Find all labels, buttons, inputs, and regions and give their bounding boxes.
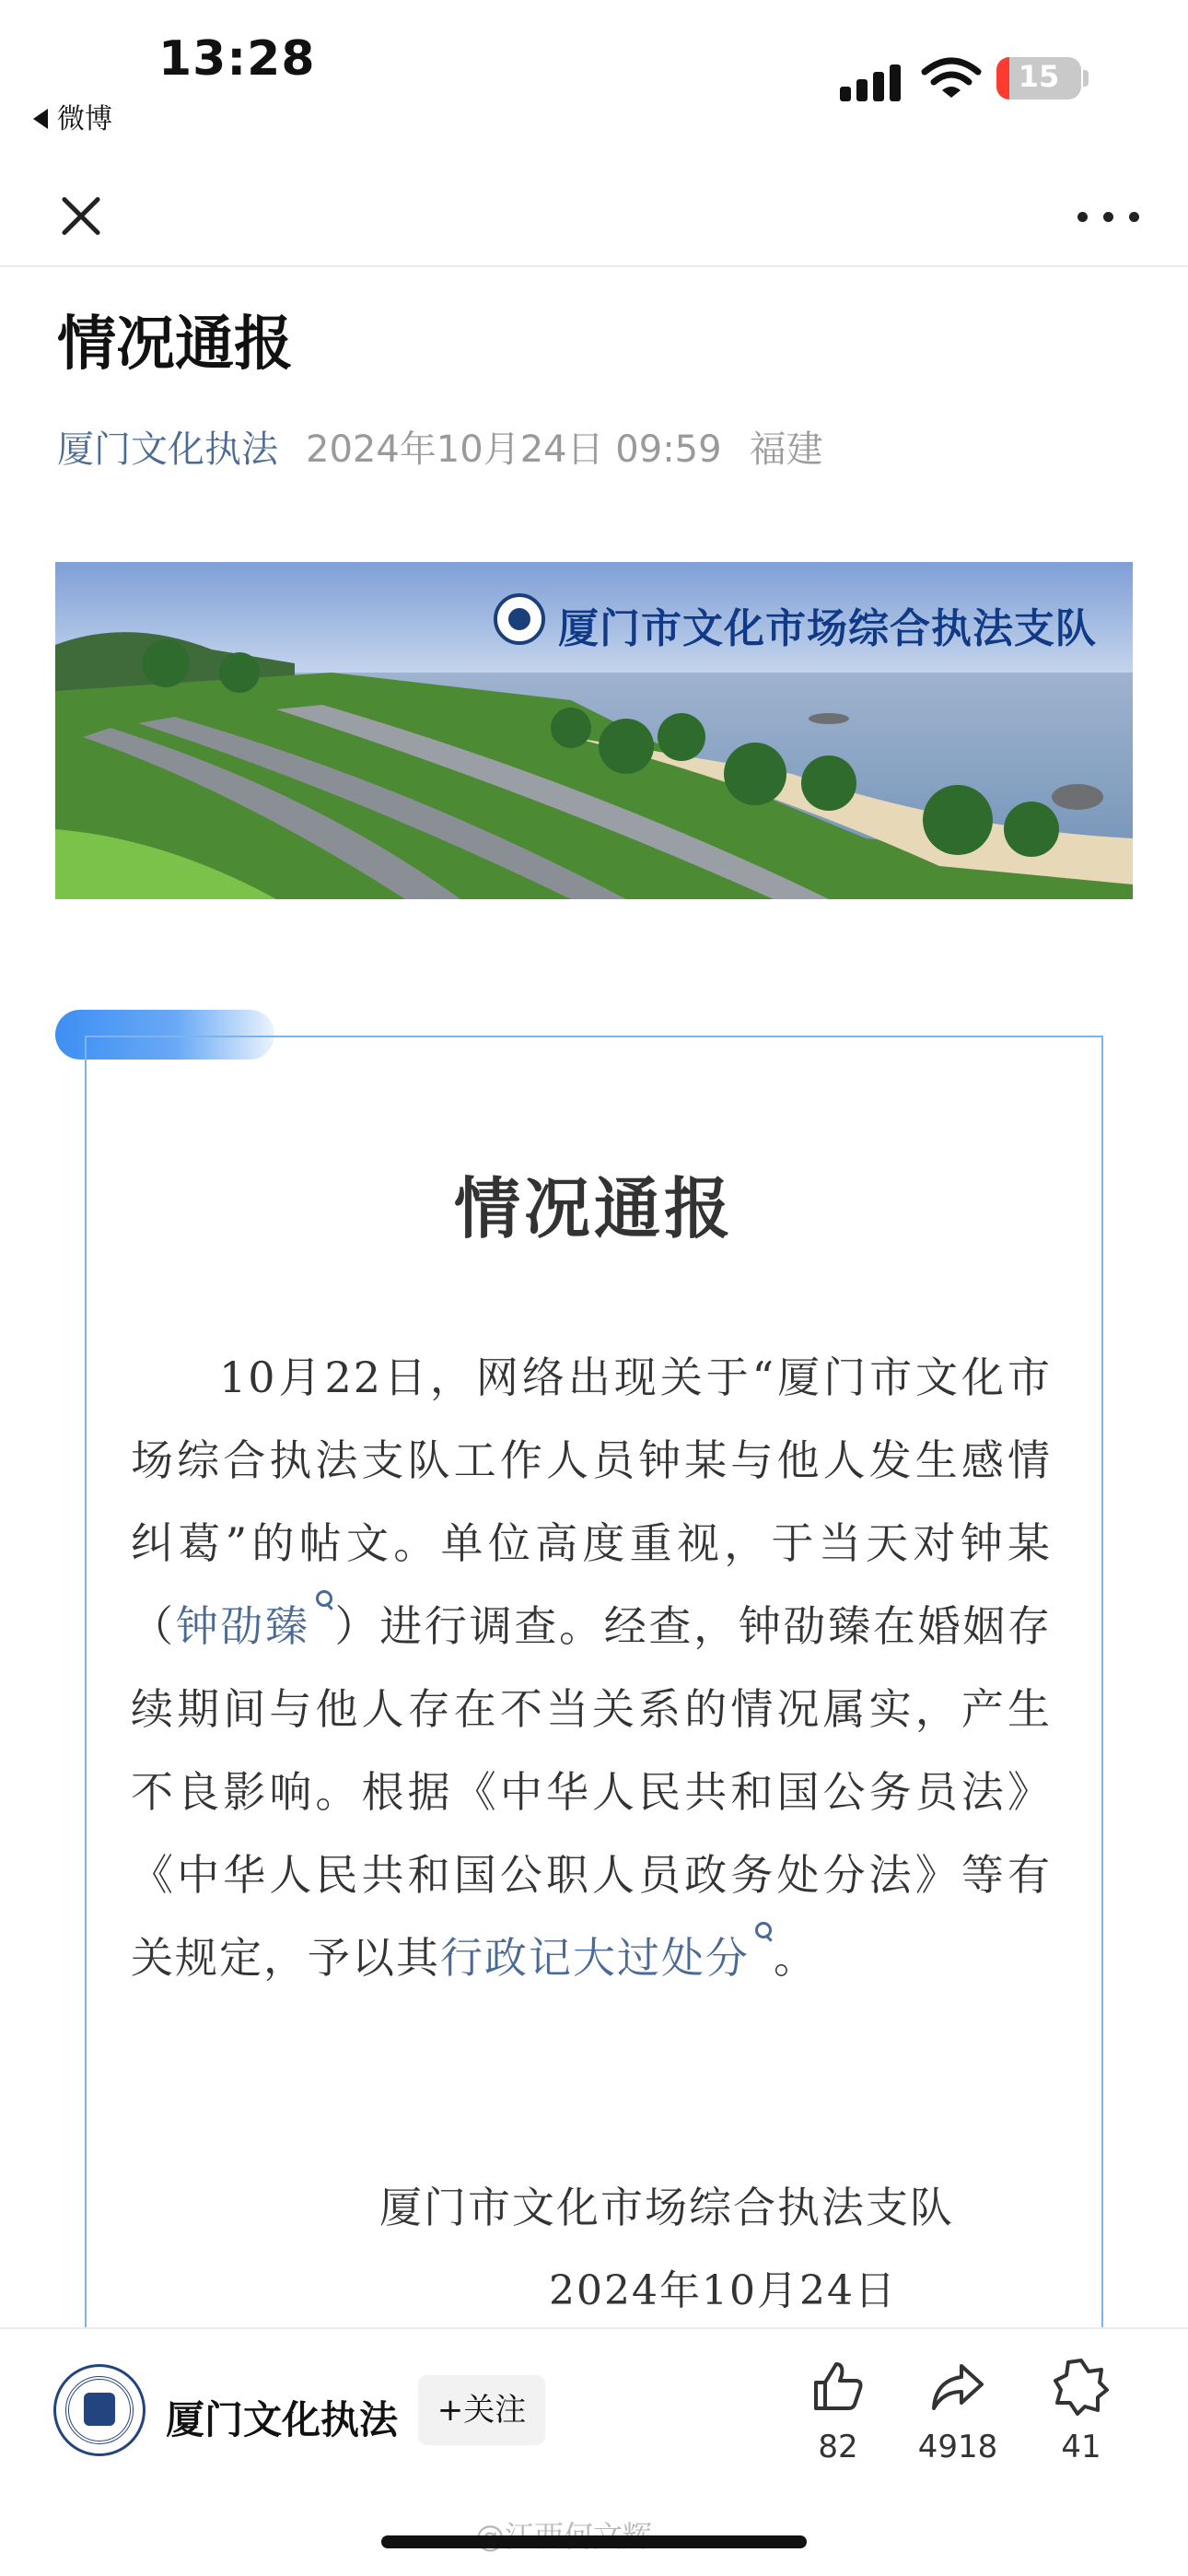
notice-signature: 厦门市文化市场综合执法支队 xyxy=(379,2183,954,2232)
status-time: 13:28 xyxy=(158,31,316,87)
status-bar xyxy=(0,0,1188,138)
battery-level: 15 xyxy=(1018,59,1060,94)
banner-title: 厦门市文化市场综合执法支队 xyxy=(558,605,1097,652)
publish-location: 福建 xyxy=(749,428,823,471)
comment-count: 41 xyxy=(1061,2429,1101,2465)
share-count: 4918 xyxy=(917,2429,998,2465)
search-icon xyxy=(753,1916,774,1950)
notice-text-part3: 。 xyxy=(774,1933,818,1983)
account-name[interactable]: 厦门文化执法 xyxy=(166,2397,399,2442)
notice-body xyxy=(131,1336,1052,1999)
follow-button[interactable]: +关注 xyxy=(418,2375,545,2445)
notice-text-part2: ）进行调查。经查，钟劭臻在婚姻存续期间与他人存在不当关系的情况属实，产生不良影响。根据《中华人民共和国公务员法》《中华人民共和国公职人员政务处分法》等有关规定，予以其 xyxy=(131,1601,1053,1983)
author-link[interactable]: 厦门文化执法 xyxy=(57,428,278,471)
article-title: 情况通报 xyxy=(57,310,293,379)
thumbs-up-icon xyxy=(809,2357,868,2416)
person-name-label: 钟劭臻 xyxy=(175,1601,310,1651)
like-count: 82 xyxy=(818,2429,858,2465)
article-meta xyxy=(57,420,823,473)
back-to-app-link[interactable] xyxy=(33,96,112,136)
share-icon xyxy=(928,2357,987,2416)
notice-text-part1: 10月22日，网络出现关于“厦门市文化市场综合执法支队工作人员钟某与他人发生感情纠葛”的帖文。单位高度重视，于当天对钟某（ xyxy=(131,1352,1052,1651)
wifi-icon xyxy=(921,55,982,101)
battery-cap xyxy=(1083,70,1089,87)
avatar[interactable] xyxy=(53,2364,146,2456)
like-button[interactable] xyxy=(783,2357,893,2465)
publish-datetime: 2024年10月24日 09:59 xyxy=(306,428,722,471)
share-button[interactable] xyxy=(903,2357,1013,2465)
avatar-emblem-icon xyxy=(84,2393,115,2426)
person-name-link[interactable] xyxy=(176,1601,334,1651)
comment-icon xyxy=(1052,2357,1111,2416)
comment-button[interactable] xyxy=(1026,2357,1136,2465)
back-app-label: 微博 xyxy=(57,103,112,135)
more-icon[interactable] xyxy=(1074,193,1144,240)
cellular-signal-icon xyxy=(840,61,904,101)
notice-date: 2024年10月24日 xyxy=(549,2267,897,2314)
penalty-label: 行政记大过处分 xyxy=(440,1933,750,1983)
notice-heading: 情况通报 xyxy=(453,1170,734,1247)
battery-icon xyxy=(996,57,1081,100)
enforcement-badge-icon xyxy=(494,593,545,645)
home-indicator[interactable] xyxy=(381,2535,807,2548)
banner-image[interactable] xyxy=(55,562,1133,899)
close-icon[interactable] xyxy=(48,182,114,249)
weibo-watermark xyxy=(475,2513,652,2556)
search-icon xyxy=(314,1585,334,1618)
nav-bar xyxy=(0,166,1188,267)
penalty-link[interactable] xyxy=(440,1933,774,1983)
back-triangle-icon xyxy=(33,109,48,129)
